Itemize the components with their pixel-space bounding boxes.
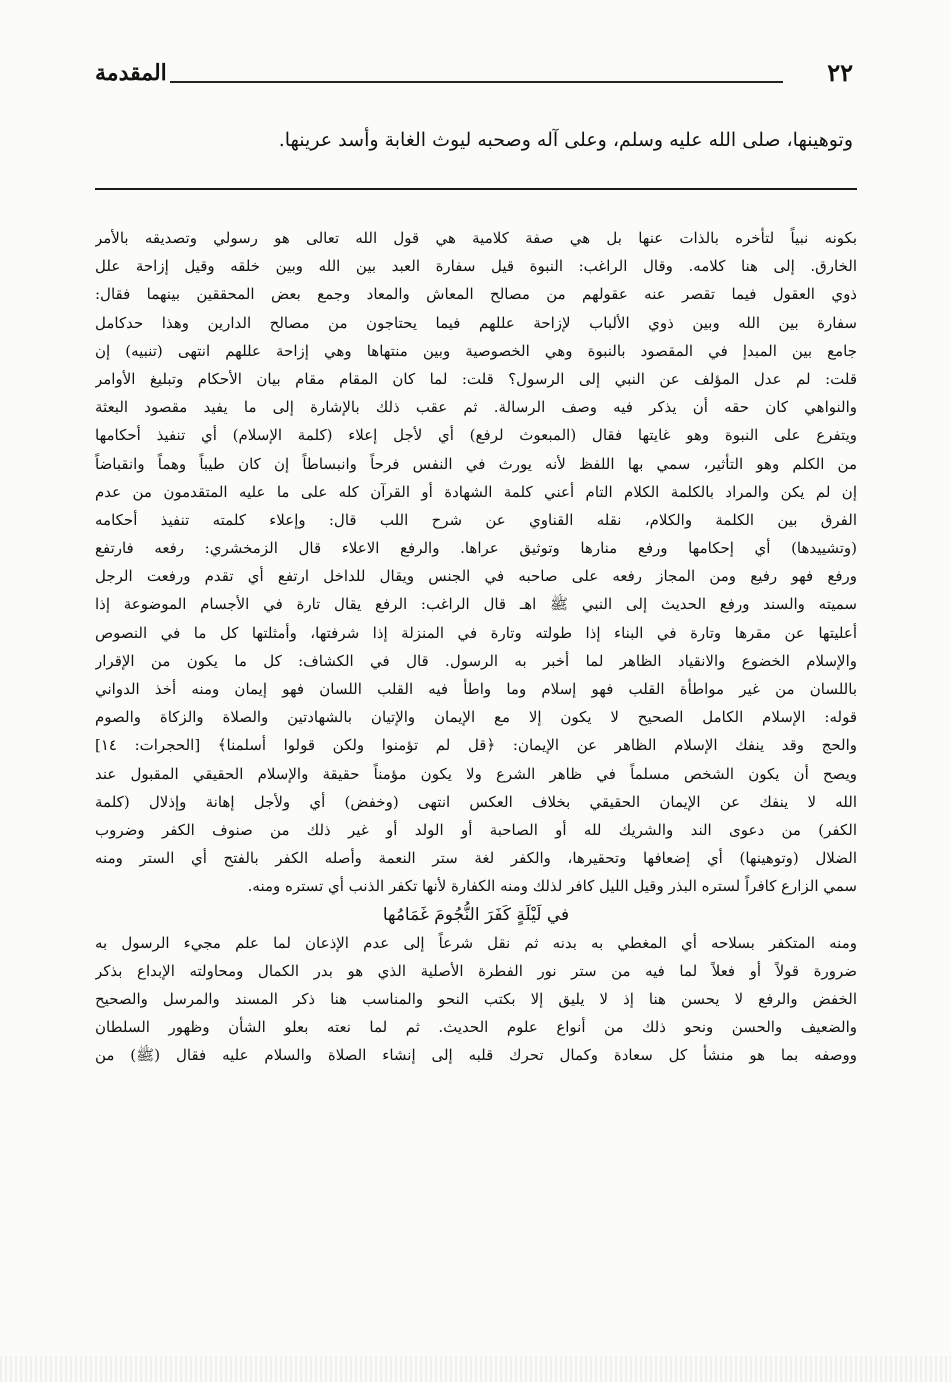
text-line: ووصفه بما هو منشأ كل سعادة وكمال تحرك قلبه إلى إنشاء الصلاة والسلام عليه فقال (ﷺ) من	[95, 1046, 857, 1065]
text-line: الخفض والرفع لا يحسن هنا إذ لا يليق إلا بكتب النحو والمناسب هنا ذكر المسند والمرسل والصحيح	[95, 990, 857, 1009]
text-line: والنواهي كان حقه أن يذكر فيه وصف الرسالة. ثم عقب ذلك بالإشارة إلى ما يفيد مقصود البعثة	[95, 398, 857, 417]
text-line: قلت: لم عدل المؤلف عن النبي إلى الرسول؟ قلت: لما كان المقام مقام بيان الأحكام وتبليغ الأوامر	[95, 369, 857, 388]
text-line: الخارق. إلى هنا كلامه. وقال الراغب: النبوة قيل سفارة العبد بين الله وبين خلقه وقيل إزاحة علل	[95, 257, 857, 276]
text-line: سفارة بين الله وبين ذوي الألباب لإزاحة عللهم فيما يحتاجون من مصالح الدارين وهذا حدكامل	[95, 313, 857, 332]
text-line: الله لا ينفك عن الإيمان الحقيقي بخلاف العكس انتهى (وخفض) أي ولأجل إهانة وإذلال (كلمة	[95, 792, 857, 811]
header-rule	[170, 81, 783, 83]
text-line: الضلال (وتوهينها) أي إضعافها وتحقيرها، والكفر لغة ستر النعمة وأصله الكفر بالفتح أي الستر ومنه	[95, 849, 857, 868]
text-line: ذوي العقول فيما تقصر عنه عقولهم من مصالح المعاش والمعاد وجمع بعض المحققين بينهما فقال:	[95, 285, 857, 304]
text-line: ومنه المتكفر بسلاحه أي المغطي به بدنه ثم نقل شرعاً إلى عدم الإذعان لما علم مجيء الرسول به	[95, 933, 857, 952]
footnote-divider	[95, 188, 857, 190]
text-line: بكونه نبياً لتأخره بالذات عنها بل هي صفة كلامية هي قول الله تعالى هو رسولي وتصديقه بالأمر	[95, 229, 857, 247]
text-line: ويتفرع على النبوة وهو غايتها فقال (المبعوث لرفع) أي لأجل إعلاء (كلمة الإسلام) أي تنفيذ أحكامها	[95, 426, 857, 445]
text-line: باللسان من غير مواطأة القلب فهو إسلام وما واطأ فيه القلب اللسان فهو إيمان ومنه أخذ الدواني	[95, 680, 857, 698]
text-line: جامع بين المبدإ في المقصود بالنبوة وهي الخصوصية وبين منتهاها وهي إزاحة عللهم انتهى (تنبيه) إن	[95, 341, 857, 360]
text-line: الفرق بين الكلمة والكلام، نقله القناوي عن شرح اللب قال: وإعلاء كلمته تنفيذ أحكامه	[95, 510, 857, 529]
text-line: ورفع فهو رفيع ومن المجاز رفعه على صاحبه في الجنس ويقال للداخل ارتفع أي تقدم ورفعت الرجل	[95, 567, 857, 586]
text-line: الكفر) من دعوى الند والشريك لله أو الصاحبة أو الولد أو غير ذلك من صنوف الكفر وضروب	[95, 820, 857, 839]
chapter-title: المقدمة	[95, 60, 167, 86]
commentary-text	[95, 224, 857, 1070]
verse-line: في لَيْلَةٍ كَفَرَ النُّجُومَ غَمَامُها	[382, 904, 570, 925]
text-line: والإسلام الخضوع والانقياد الظاهر لما أخبر به الرسول. قال في الكشاف: كل ما يكون من الإقرار	[95, 651, 857, 670]
text-line: ضرورة قولاً أو فعلاً لما فيه من ستر نور الفطرة الأصلية الذي هو بدر الكمال ومحاولته الإبداع بذكر	[95, 961, 857, 980]
text-line: أعليتها عن مقرها وتارة في البناء إذا طولته وتارة في المنزلة إذا شرفتها، وأمثلتها كل ما في النصوص	[95, 623, 857, 642]
text-line: والحج وقد ينفك الإسلام الظاهر عن الإيمان: ﴿قل لم تؤمنوا ولكن قولوا أسلمنا﴾ [الحجرات: ١٤]	[95, 736, 857, 755]
text-line: من الكلم وهو التأثير، سمي بها اللفظ لأنه يورث في النفس فرحاً وانبساطاً إن كان طيباً وهماً وانقباضاً	[95, 454, 857, 473]
text-line: ويصح أن يكون الشخص مسلماً في ظاهر الشرع ولا يكون مؤمناً حقيقة والإسلام الحقيقي المقبول عند	[95, 764, 857, 783]
text-line: إن لم يكن والمراد بالكلمة الكلام التام أعني كلمة الشهادة أو القرآن كله على ما عليه المتقدمون من عدم	[95, 482, 857, 501]
text-line: سمي الزارع كافراً لستره البذر وقيل الليل كافر لذلك ومنه الكفارة لأنها تكفر الذنب أي تستره ومنه.	[247, 877, 857, 896]
text-line: والضعيف والحسن ونحو ذلك من أنواع علوم الحديث. ثم لما نعته بعلو الشأن وظهور السلطان	[95, 1018, 857, 1037]
text-line: (وتشييدها) أي إحكامها ورفع منارها وتوثيق عراها. والرفع الاعلاء قال الزمخشري: رفعه فارتفع	[95, 539, 857, 558]
page-number: ٢٢	[827, 58, 853, 87]
scan-edge	[0, 1356, 951, 1382]
text-line: سميته والسند ورفع الحديث إلى النبي ﷺ اهـ قال الراغب: الرفع يقال تارة في الأجسام الموضوعة إذا	[95, 595, 857, 614]
text-line: قوله: الإسلام الكامل الصحيح لا يكون إلا مع الإيمان والإتيان بالشهادتين والصلاة والزكاة والصوم	[95, 708, 857, 727]
main-text-line: وتوهينها، صلى الله عليه وسلم، وعلى آله وصحبه ليوث الغابة وأسد عرينها.	[278, 129, 853, 151]
page-header	[95, 52, 853, 92]
